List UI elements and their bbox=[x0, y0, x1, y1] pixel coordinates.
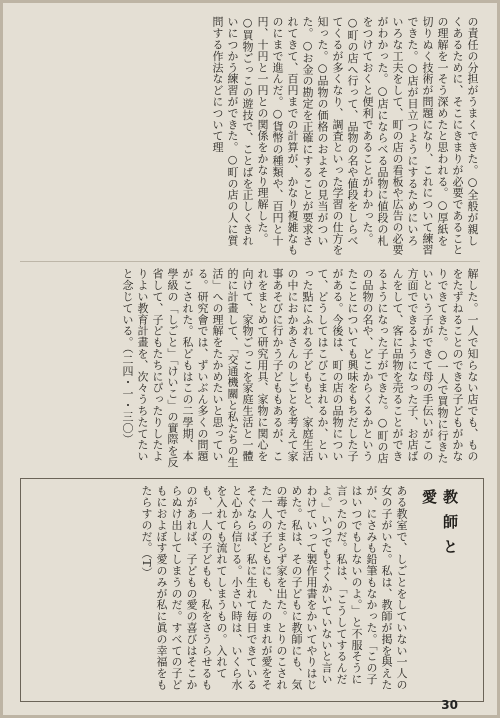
essay-title: 教師と愛 bbox=[420, 489, 459, 564]
report-text-middle bbox=[20, 268, 480, 468]
essay-paragraph: ある教室で、しごとをしていない一人の女の子がいた。私は、教師が掲を與えたが、にさみも鉛筆もなかった。「この子はいつでもしないのよ。」と不服そうに言ったのだ。私は、「こうしてするんだよ。」いつでもよくかいていないと言いわけていって製作用書をかいてやりはじめた。私は、その子どもに教師にも、気の毒でたまらず家を出た。とりのこされた一人の子どもにも、たのまれが愛をそそぐならば、私に生れて毎日できていると心から信じる。小さい時は、いくら水を入れても流れてしまうもの。入れても、一人の子どもも、私をさうらせるものがあれば、子どもの愛の喜びはそこからぬけ出してしまうのだ。すべての子どもにおよぼす愛のみが私に眞の幸福をもたらすのだ。（T） bbox=[140, 485, 408, 691]
essay-frame bbox=[20, 478, 484, 702]
essay-text bbox=[29, 485, 409, 693]
page-number: 30 bbox=[441, 698, 458, 712]
report-paragraph-middle: 解した。一人で知らない店でも、ものをたずねることのできる子どもがかなりできてきた。○一人で買物に行きたいという子ができて母の手伝いがこの方面でできるようになった子、お店ばんをして、客に品物を売ることができるようになった子ができた。○町の店の品物の名や、どこからくるかというたことについても興味をもちだした子がある。今後は、町の店の品物について、どうしてはこびこまれるか、といった點にふれる子どももと、家庭生活の中におかあさんのしごとを考えて家事あそびに行かう子どももあるが、これをまとめて研究用具、家物に関心を向けて、家物ごっこを家庭生活と一體的に計畫して、「交通機關と私たちの生活」への理解をたかめたいと思っている。研究會では、ずいぶん多くの問題がこされた。私どもはこの二學期、本學級の「しごと」「けいこ」の實際を反省して、子どもたちにぴったりしたよりよい教育計畫を、次々うちたてたいと念じている。（二四・一・三〇） bbox=[121, 268, 479, 468]
report-text-upper bbox=[20, 16, 480, 256]
report-paragraph-upper: の責任の分担がうまくできた。○全般が親しくあるために、そこにきまりが必要であることの理解を一そう深めたと思われる。○厚紙を切りぬく技術が問題になり、これについて練習できた。○店が目立つようにするためにいろいろな工夫をして、町の店の看板や広告の必要がわかった。○店にならべる品物に値段の札をつけておくと便利であることがわかった。○町の店へ行って、品物の名や値段をしらべてくるが多くなり、調査といった学習の仕方を知った。○品物の価格のおよその見当がついた。○お金の勘定を正確にすることが要求されてきて、百円までの計算が、かなり複雑なものにまで進んだ。○貨幣の種類や、百円と十円、十円と一円との関係をかなり理解した。○買物ごっこの遊技で、ことばを正しくきれいにつかう練習ができた。○町の店の人に質問する作法などについて理 bbox=[211, 16, 479, 256]
section-divider bbox=[20, 261, 480, 262]
